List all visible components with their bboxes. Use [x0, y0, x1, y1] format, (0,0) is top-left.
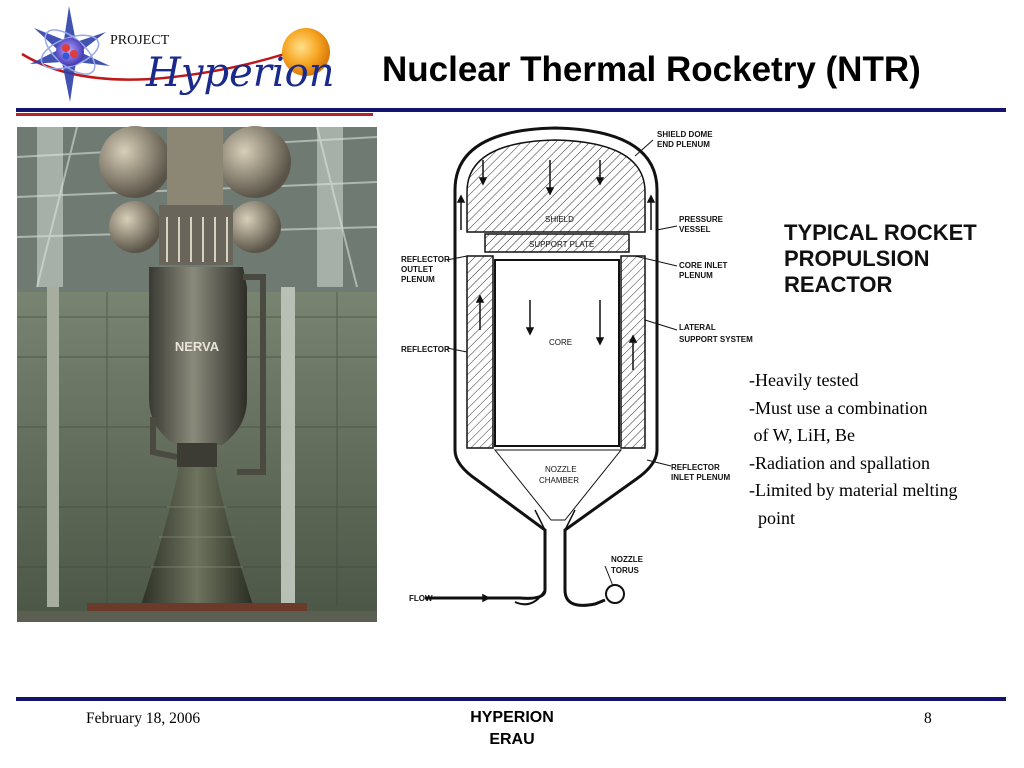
label-core-inlet: CORE INLET: [679, 261, 728, 270]
header-rule-blue: [16, 108, 1006, 112]
label-lateral: LATERAL: [679, 323, 716, 332]
footer-erau: ERAU: [489, 731, 535, 748]
label-support-plate: SUPPORT PLATE: [529, 240, 595, 249]
footer-organization: [452, 707, 572, 751]
logo-hyperion-text: Hyperion: [146, 50, 335, 96]
reactor-heading-line-2: PROPULSION: [784, 246, 930, 271]
header-rule-red: [16, 113, 373, 116]
label-shield: SHIELD: [545, 215, 574, 224]
label-nozzle-torus: NOZZLE: [611, 555, 643, 564]
label-outlet: OUTLET: [401, 265, 433, 274]
slide-title: Nuclear Thermal Rocketry (NTR): [382, 50, 921, 89]
logo-project-text: PROJECT: [110, 33, 170, 48]
footer-date: February 18, 2006: [86, 710, 201, 727]
label-plenum: PLENUM: [401, 275, 435, 284]
label-chamber: CHAMBER: [539, 476, 580, 485]
project-hyperion-logo: [14, 4, 334, 104]
label-pressure: PRESSURE: [679, 215, 724, 224]
reactor-heading-line-3: REACTOR: [784, 272, 893, 297]
label-torus: TORUS: [611, 566, 639, 575]
label-reflector-outlet: REFLECTOR: [401, 255, 450, 264]
label-reflector: REFLECTOR: [401, 345, 450, 354]
label-core-inlet-plenum: PLENUM: [679, 271, 713, 280]
label-flow: FLOW: [409, 594, 433, 603]
nerva-engine-photo: [17, 127, 377, 622]
footer-hyperion: HYPERION: [470, 709, 554, 726]
label-support-system: SUPPORT SYSTEM: [679, 335, 753, 344]
nerva-label: NERVA: [174, 339, 220, 354]
reactor-heading: [784, 220, 977, 298]
label-shield-dome: SHIELD DOME: [657, 130, 713, 139]
label-vessel: VESSEL: [679, 225, 711, 234]
footer-rule: [16, 697, 1006, 701]
label-nozzle: NOZZLE: [545, 465, 577, 474]
page-number: 8: [924, 710, 932, 727]
bullet-list: -Heavily tested -Must use a combination of W, LiH, Be -Radiation and spallation -Limited by material melting point: [749, 370, 958, 528]
label-end-plenum: END PLENUM: [657, 140, 710, 149]
label-core: CORE: [549, 338, 573, 347]
reactor-cutaway-diagram: [401, 120, 765, 620]
reactor-heading-line-1: TYPICAL ROCKET: [784, 220, 977, 245]
label-inlet-plenum: INLET PLENUM: [671, 473, 731, 482]
label-reflector-inlet: REFLECTOR: [671, 463, 720, 472]
